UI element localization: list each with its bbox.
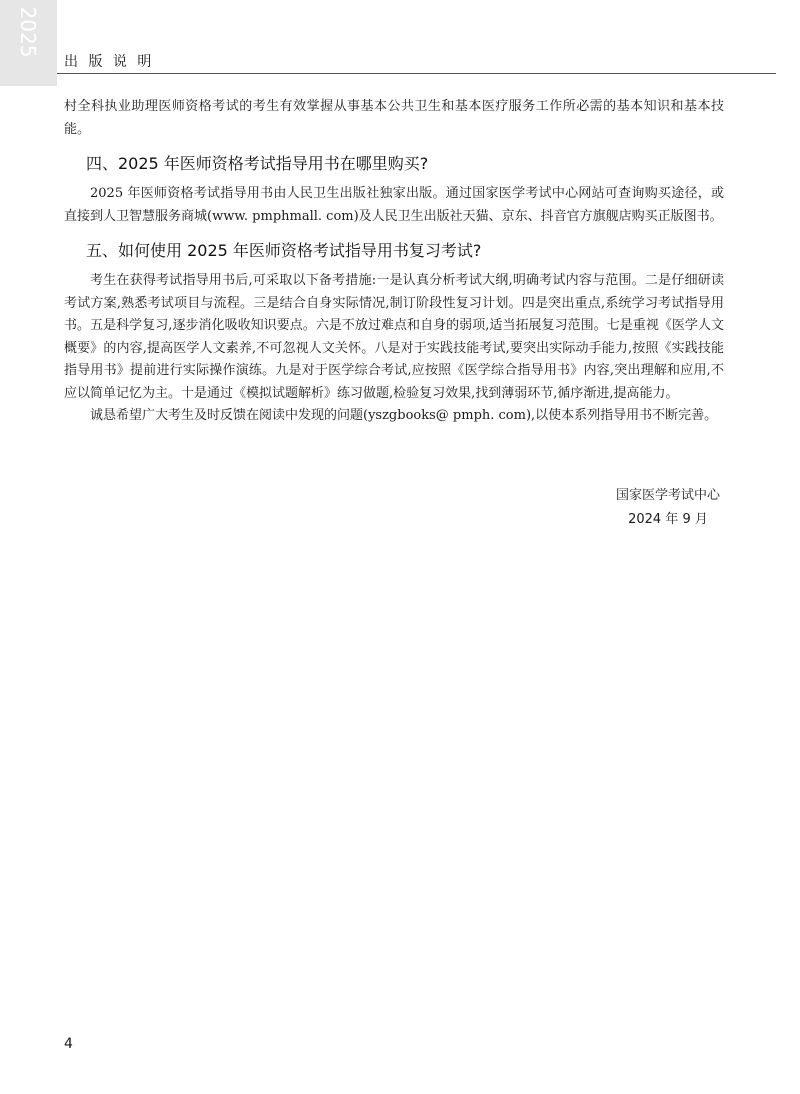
section-5-paragraph-1: 考生在获得考试指导用书后,可采取以下备考措施:一是认真分析考试大纲,明确考试内容与范围。二是仔细研读考试方案,熟悉考试项目与流程。三是结合自身实际情况,制订阶段性复习计划。四是突出重点,系统学习考试指导用书。五是科学复习,逐步消化吸收知识要点。六是不放过难点和自身的弱项,适当拓展复习范围。七是重视《医学人文概要》的内容,提高医学人文素养,不可忽视人文关怀。八是对于实践技能考试,要突出实际动手能力,按照《实践技能指导用书》提前进行实际操作演练。九是对于医学综合考试,应按照《医学综合指导用书》内容,突出理解和应用,不应以简单记忆为主。十是通过《模拟试题解析》练习做题,检验复习效果,找到薄弱环节,循序渐进,提高能力。 — [64, 273, 724, 401]
page-number: 4 — [64, 1036, 73, 1052]
signature-date: 2024 年 9 月 — [628, 512, 708, 527]
section-5-paragraph-2: 诚恳希望广大考生及时反馈在阅读中发现的问题(yszgbooks@ pmph. com),以使本系列指导用书不断完善。 — [90, 408, 718, 423]
section-5-heading: 五、如何使用 2025 年医师资格考试指导用书复习考试? — [86, 241, 482, 260]
running-head: 出 版 说 明 — [64, 54, 155, 70]
page-body — [64, 96, 724, 428]
section-4-paragraph: 2025 年医师资格考试指导用书由人民卫生出版社独家出版。通过国家医学考试中心网站可查询购买途径，或直接到人卫智慧服务商城(www. pmphmall. com)及人民卫生出版社天猫、京东、抖音官方旗舰店购买正版图书。 — [64, 186, 724, 224]
year-tab-label: 2025 — [16, 6, 40, 58]
section-4-heading: 四、2025 年医师资格考试指导用书在哪里购买? — [86, 154, 429, 173]
header-divider — [57, 73, 776, 74]
signature-organization: 国家医学考试中心 — [615, 488, 720, 503]
signature-block — [616, 484, 720, 532]
year-tab — [0, 0, 57, 86]
intro-continuation: 村全科执业助理医师资格考试的考生有效掌握从事基本公共卫生和基本医疗服务工作所必需的基本知识和基本技能。 — [64, 99, 724, 137]
